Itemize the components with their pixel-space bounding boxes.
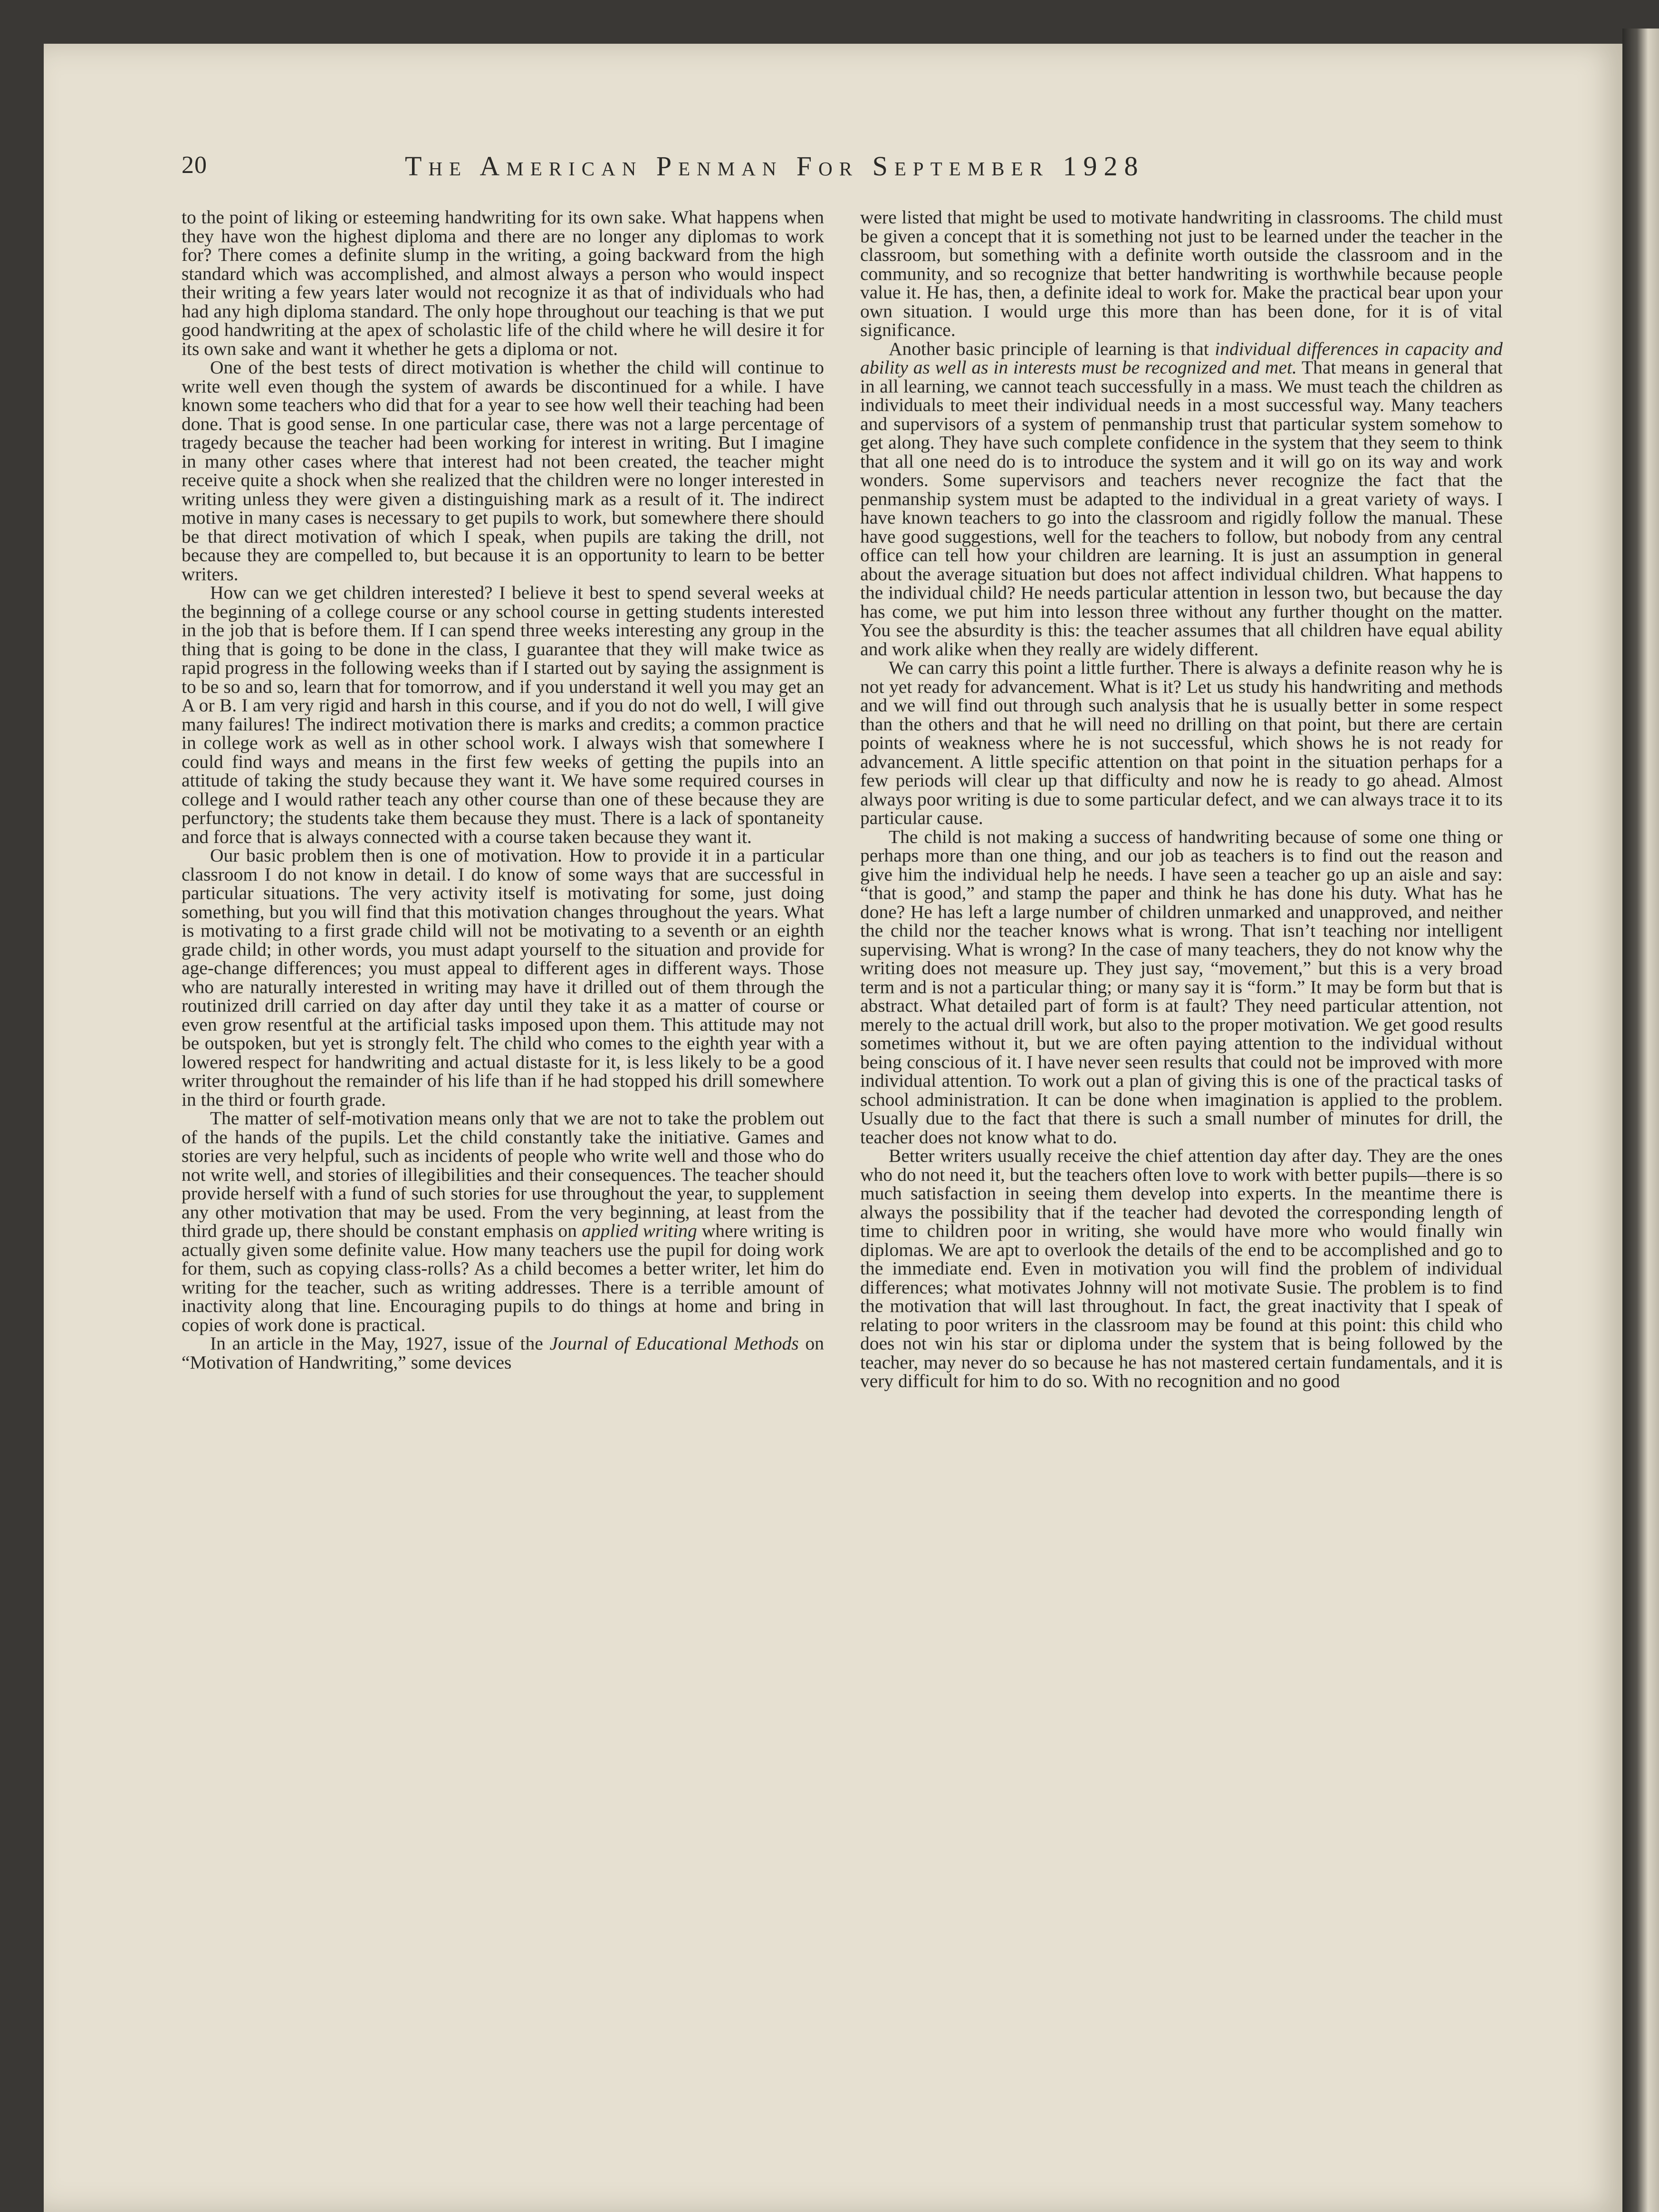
journal-title: Journal of Educational Methods xyxy=(549,1333,799,1354)
paragraph: were listed that might be used to motivate handwriting in classrooms. The child must be given a concept that it is something not just to be learned under the teacher in the classroom, but something with a definite worth outside the classroom and in the community, and so recognize that better handwriting is worthwhile because people value it. He has, then, a definite ideal to work for. Make the practical bear upon your own situation. I would urge this more than has been done, for it is of vital significance. xyxy=(860,208,1503,340)
page-header xyxy=(182,151,1275,194)
paragraph: We can carry this point a little further. There is always a definite reason why he is not yet ready for advancement. What is it? Let us study his handwriting and methods and we will find out through such analysis that he is usually better in some respect than the others and that he will need no drilling on that point, but there are certain points of weakness where he is not successful, which shows he is not ready for advancement. A little specific attention on that point in the situation perhaps for a few periods will clear up that difficulty and now he is ready to go ahead. Almost always poor writing is due to some particular defect, and we can always trace it to its particular cause. xyxy=(860,657,1503,828)
paragraph: The child is not making a success of handwriting because of some one thing or perhaps more than one thing, and our job as teachers is to find out the reason and give him the individual help he needs. I have seen a teacher go up an aisle and say: “that is good,” and stamp the paper and think he has done his duty. What has he done? He has left a large number of children unmarked and unapproved, and neither the child nor the teacher knows what is wrong. That isn’t teaching nor intelligent supervising. What is wrong? In the case of many teachers, they do not know why the writing does not measure up. They just say, “movement,” but this is a very broad term and is not a particular thing; or many say it is “form.” It may be form but that is abstract. What detailed part of form is at fault? They need particular attention, not merely to the actual drill work, but also to the proper motivation. We get good results sometimes without it, but we are often paying attention to the individual without being conscious of it. I have never seen results that could not be improved with more individual attention. To work out a plan of giving this is one of the practical tasks of school administration. It can be done when imagination is applied to the problem. Usually due to the fact that there is such a small number of minutes for drill, the teacher does not know what to do. xyxy=(860,826,1503,1148)
italic-phrase: applied writing xyxy=(582,1220,697,1241)
left-column xyxy=(182,208,824,2137)
paragraph: Another basic principle of learning is that individual differences in capacity and ability as well as in interests must be recognized and met. That means in general that in all learning, we cannot teach successfully in a mass. We must teach the children as individuals to meet their individual needs in a most successful way. Many teachers and supervisors of a system of penmanship trust that particular system somehow to get along. They have such complete confidence in the system that they seem to think that all one need do is to introduce the system and it will go on its way and work wonders. Some supervisors and teachers never recognize the fact that the penmanship system must be adapted to the individual in a great variety of ways. I have known teachers to go into the classroom and rigidly follow the manual. These have good suggestions, well for the teachers to follow, but nobody from any central office can tell how your children are learning. It is just an assumption in general about the average situation but does not affect individual children. What happens to the individual child? He needs particular attention in lesson two, but because the day has come, we put him into lesson three without any further thought on the matter. You see the absurdity is this: the teacher assumes that all children have equal ability and work alike when they really are widely different. xyxy=(860,338,1503,660)
italic-phrase: individual differences in capacity and ability as well as in interests must be recognized and met. xyxy=(860,338,1503,378)
running-title: The American Penman For September 1928 xyxy=(405,151,1145,182)
paragraph: How can we get children interested? I believe it best to spend several weeks at the beginning of a college course or any school course in getting students interested in the job that is before them. If I can spend three weeks interesting any group in the thing that is going to be done in the class, I guarantee that they will make twice as rapid progress in the following weeks than if I started out by saying the assignment is to be so and so, learn that for tomorrow, and if you understand it well you may get an A or B. I am very rigid and harsh in this course, and if you do not do well, I will give many failures! The indirect motivation there is marks and credits; a common practice in college work as well as in other school work. I always wish that somewhere I could find ways and means in the first few weeks of getting the pupils into an attitude of taking the study because they want it. We have some required courses in college and I would rather teach any other course than one of these because they are perfunctory; the students take them because they must. There is a lack of spontaneity and force that is always connected with a course taken because they want it. xyxy=(182,582,824,847)
paragraph: One of the best tests of direct motivation is whether the child will continue to write well even though the system of awards be discontinued for a while. I have known some teachers who did that for a year to see how well their teaching had been done. That is good sense. In one particular case, there was not a large percentage of tragedy because the teacher had been working for interest in writing. But I imagine in many other cases where that interest had not been created, the teacher might receive quite a shock when she realized that the children were no longer interested in writing unless they were given a distinguishing mark as a result of it. The indirect motive in many cases is necessary to get pupils to work, but somewhere there should be that direct motivation of which I speak, when pupils are taking the drill, not because they are compelled to, but because it is an opportunity to learn to be better writers. xyxy=(182,357,824,584)
paragraph: The matter of self-motivation means only that we are not to take the problem out of the hands of the pupils. Let the child constantly take the initiative. Games and stories are very helpful, such as incidents of people who write well and those who do not write well, and stories of illegibilities and their consequences. The teacher should provide herself with a fund of such stories for use throughout the year, to supplement any other motivation that may be used. From the very beginning, at least from the third grade up, there should be constant emphasis on applied writing where writing is actually given some definite value. How many teachers use the pupil for doing work for them, such as copying class-rolls? As a child becomes a better writer, let him do writing for the teacher, such as writing addresses. There is a terrible amount of inactivity along that line. Encouraging pupils to do things at home and bring in copies of work done is practical. xyxy=(182,1108,824,1335)
paragraph: to the point of liking or esteeming handwriting for its own sake. What happens when they have won the highest diploma and there are no longer any diplomas to work for? There comes a definite slump in the writing, a going backward from the high standard which was accomplished, and almost always a person who would inspect their writing a few years later would not recognize it as that of individuals who had had any high diploma standard. The only hope throughout our teaching is that we put good handwriting at the apex of scholastic life of the child where he will desire it for its own sake and want it whether he gets a diploma or not. xyxy=(182,208,824,359)
page-number: 20 xyxy=(182,152,207,179)
book-spine xyxy=(1622,29,1659,2212)
paragraph: Our basic problem then is one of motivation. How to provide it in a particular classroom I do not know in detail. I do know of some ways that are successful in particular situations. The very activity itself is motivating for some, just doing something, but you will find that this motivation changes throughout the years. What is motivating to a first grade child will not be motivating to a seventh or an eighth grade child; in other words, you must adapt yourself to the situation and provide for age-change differences; you must appeal to different ages in different ways. Those who are naturally interested in writing may have it drilled out of them through the routinized drill carried on day after day until they take it as a matter of course or even grow resentful at the artificial tasks imposed upon them. This attitude may not be outspoken, but yet is strongly felt. The child who comes to the eighth year with a lowered respect for handwriting and actual distaste for it, is less likely to be a good writer throughout the remainder of his life than if he had stopped his drill somewhere in the third or fourth grade. xyxy=(182,845,824,1110)
right-column xyxy=(860,208,1503,2137)
paragraph: In an article in the May, 1927, issue of the Journal of Educational Methods on “Motivation of Handwriting,” some devices xyxy=(182,1333,824,1373)
paragraph: Better writers usually receive the chief attention day after day. They are the ones who do not need it, but the teachers often love to work with better pupils—there is so much satisfaction in seeing them develop into experts. In the meantime there is always the possibility that if the teacher had devoted the corresponding length of time to children poor in writing, she would have more who would finally win diplomas. We are apt to overlook the details of the end to be accomplished and go to the immediate end. Even in motivation you will find the problem of individual differences; what motivates Johnny will not motivate Susie. The problem is to find the motivation that will last throughout. In fact, the great inactivity that I speak of relating to poor writers in the classroom may be found at this point: this child who does not win his star or diploma under the system that is being followed by the teacher, may never do so because he has not mastered certain fundamentals, and it is very difficult for him to do so. With no recognition and no good xyxy=(860,1145,1503,1391)
